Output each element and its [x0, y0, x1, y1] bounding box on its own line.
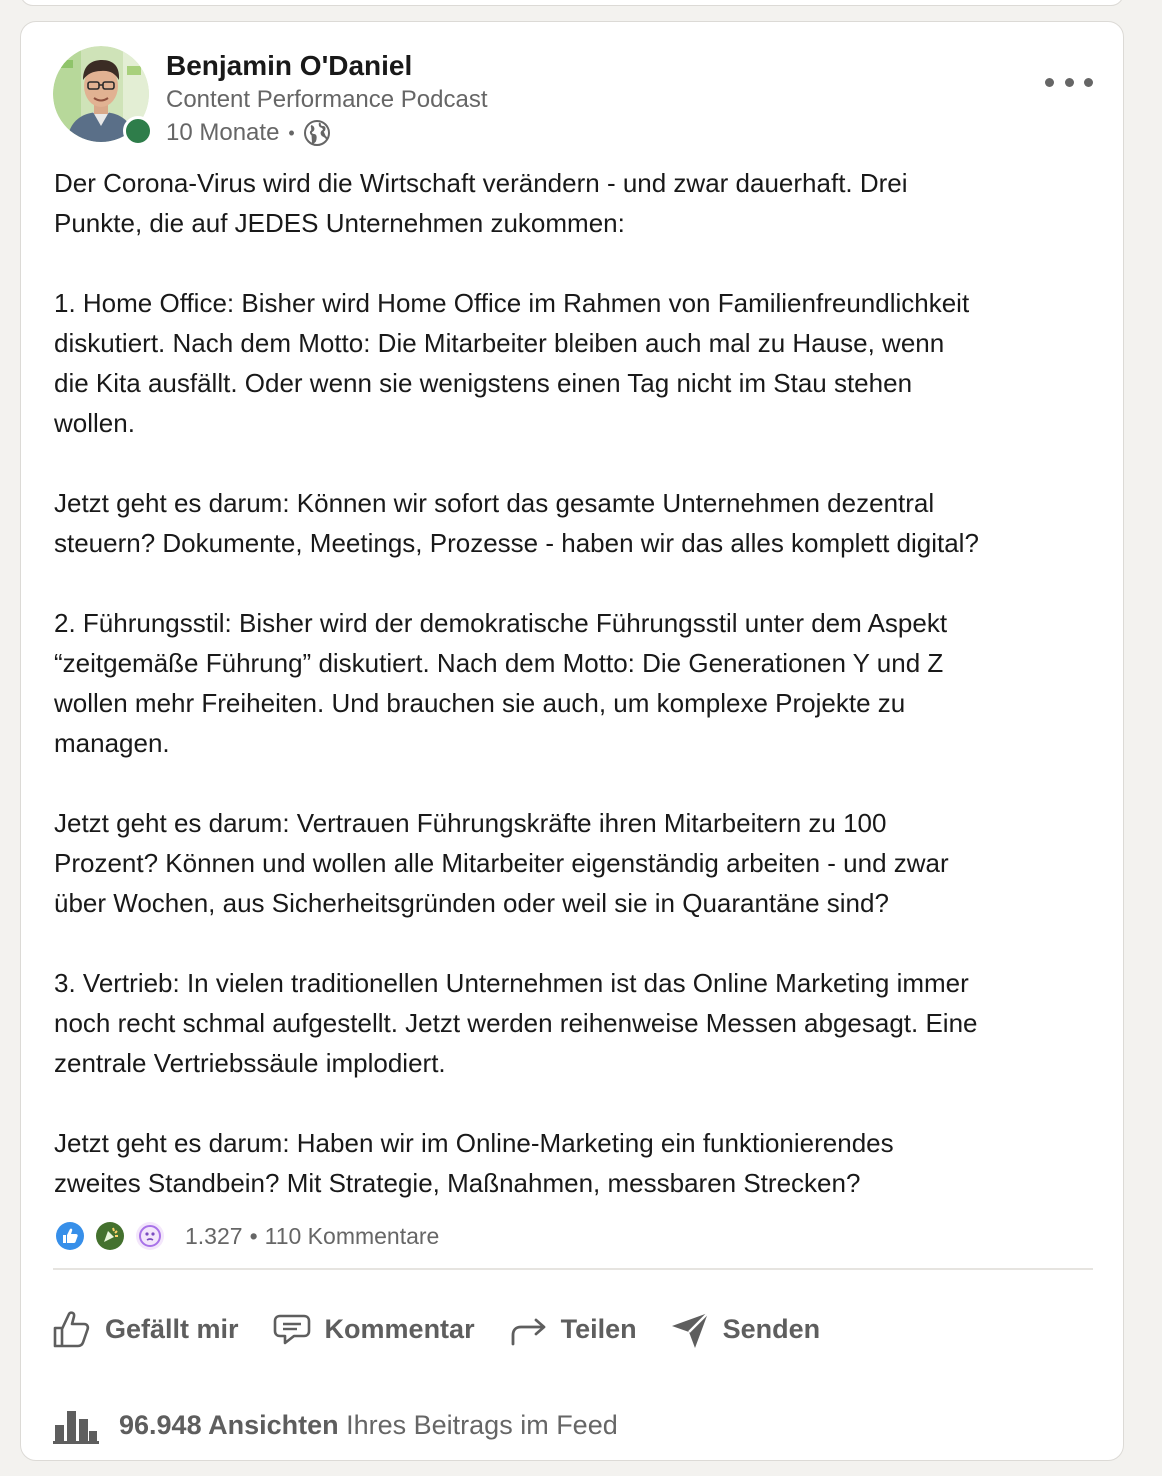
bar-chart-icon — [53, 1405, 99, 1445]
reactions-summary[interactable] — [53, 1219, 173, 1253]
previous-post-card — [20, 0, 1124, 6]
share-label: Teilen — [560, 1313, 637, 1344]
thumbs-up-icon — [51, 1308, 93, 1350]
post-body — [54, 163, 1104, 1203]
social-separator: • — [249, 1222, 258, 1249]
post-card — [20, 21, 1124, 1461]
curious-reaction-icon — [133, 1219, 167, 1253]
more-dot — [1084, 78, 1093, 87]
like-button[interactable] — [51, 1308, 239, 1350]
like-label: Gefällt mir — [105, 1313, 239, 1344]
more-dot — [1065, 78, 1074, 87]
comment-icon — [271, 1308, 313, 1350]
more-dot — [1045, 78, 1054, 87]
celebrate-reaction-icon — [93, 1219, 127, 1253]
post-meta — [166, 118, 331, 148]
post-paragraph: Der Corona-Virus wird die Wirtschaft verändern - und zwar dauerhaft. Drei Punkte, die auf JEDES Unternehmen zukommen: — [54, 168, 908, 238]
post-time: 10 Monate — [166, 119, 280, 146]
post-paragraph: 2. Führungsstil: Bisher wird der demokratische Führungsstil unter dem Aspekt “zeitgemäße Führung” diskutiert. Nach dem Motto: Die Generationen Y und Z wollen mehr Freiheiten. Und brauchen sie auch, um komplexe Projekte zu managen. — [54, 608, 948, 758]
action-bar — [51, 1306, 852, 1352]
post-paragraph: Jetzt geht es darum: Können wir sofort das gesamte Unternehmen dezentral steuern? Dokumente, Meetings, Prozesse - haben wir das alles komplett digital? — [54, 488, 979, 558]
post-analytics[interactable] — [53, 1406, 618, 1444]
send-plane-icon — [669, 1308, 711, 1350]
send-label: Senden — [722, 1313, 821, 1344]
send-button[interactable] — [669, 1308, 821, 1350]
globe-icon — [303, 119, 331, 147]
divider — [53, 1268, 1093, 1270]
post-header — [53, 46, 1093, 156]
social-counts — [53, 1218, 439, 1254]
author-avatar[interactable] — [53, 46, 149, 142]
author-name[interactable]: Benjamin O'Daniel — [166, 50, 413, 81]
comment-label: Kommentar — [324, 1313, 475, 1344]
views-count: 96.948 Ansichten — [119, 1409, 339, 1440]
post-paragraph: 3. Vertrieb: In vielen traditionellen Unternehmen ist das Online Marketing immer noch recht schmal aufgestellt. Jetzt werden reihenweise Messen abgesagt. Eine zentrale Vertriebssäule implodiert. — [54, 968, 978, 1078]
comment-button[interactable] — [271, 1308, 475, 1350]
share-arrow-icon — [507, 1308, 549, 1350]
views-suffix: Ihres Beitrags im Feed — [346, 1409, 618, 1440]
post-paragraph: Jetzt geht es darum: Vertrauen Führungskräfte ihren Mitarbeitern zu 100 Prozent? Können und wollen alle Mitarbeiter eigenständig arbeiten - und zwar über Wochen, aus Sicherheitsgründen oder weil sie in Quarantäne sind? — [54, 808, 949, 918]
like-reaction-icon — [53, 1219, 87, 1253]
share-button[interactable] — [507, 1308, 637, 1350]
post-paragraph: Jetzt geht es darum: Haben wir im Online-Marketing ein funktionierendes zweites Standbein? Mit Strategie, Maßnahmen, messbaren Strecken? — [54, 1128, 894, 1198]
author-headline: Content Performance Podcast — [166, 86, 488, 113]
comment-count[interactable]: 110 Kommentare — [264, 1222, 440, 1249]
more-options-icon[interactable] — [1045, 70, 1093, 94]
online-status-indicator — [123, 116, 153, 146]
meta-separator: • — [288, 122, 295, 143]
post-paragraph: 1. Home Office: Bisher wird Home Office im Rahmen von Familienfreundlichkeit diskutiert. Nach dem Motto: Die Mitarbeiter bleiben auch mal zu Hause, wenn die Kita ausfällt. Oder wenn sie wenigstens einen Tag nicht im Stau stehen wollen. — [54, 288, 970, 438]
reaction-count[interactable]: 1.327 — [185, 1222, 243, 1249]
